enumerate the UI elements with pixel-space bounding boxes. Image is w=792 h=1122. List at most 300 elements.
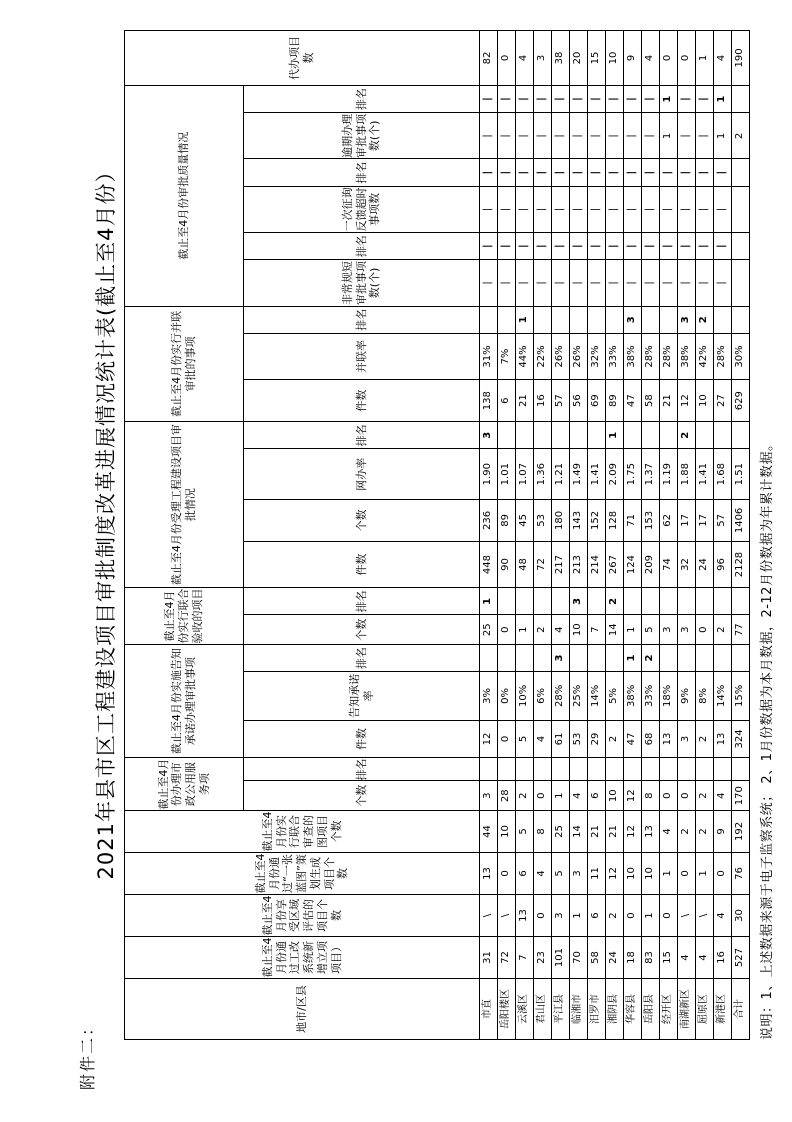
rank-cell — [516, 758, 534, 781]
value-cell: 0 — [624, 894, 642, 936]
rank-cell — [606, 306, 624, 333]
table-row — [642, 31, 660, 1040]
value-cell: | — [696, 113, 714, 159]
rank-cell — [570, 306, 588, 333]
value-cell: | — [552, 260, 570, 306]
region-cell: 岳阳楼区 — [498, 979, 516, 1040]
value-cell: 13 — [516, 894, 534, 936]
header-joint-review: 截止至4月份实行联合审查的图项目个数 — [125, 810, 480, 852]
value-cell: 70 — [570, 937, 588, 979]
value-cell: 5 — [642, 615, 660, 644]
rank-cell — [498, 644, 516, 671]
value-cell: 53 — [570, 720, 588, 758]
value-cell: 8% — [696, 672, 714, 720]
rank-cell — [732, 306, 750, 333]
table-row — [516, 31, 534, 1040]
value-cell: 77 — [732, 615, 750, 644]
table-row — [588, 31, 606, 1040]
value-cell: 38% — [678, 333, 696, 379]
rank-cell: 3 — [678, 306, 696, 333]
header-pieces: 件数 — [244, 720, 480, 758]
value-cell: 12 — [624, 781, 642, 810]
region-cell: 经开区 — [660, 979, 678, 1040]
rank-cell — [534, 422, 552, 449]
value-cell: | — [606, 186, 624, 232]
table-body — [480, 31, 750, 1040]
value-cell: 2 — [678, 810, 696, 852]
value-cell: 44 — [480, 810, 498, 852]
value-cell: 3% — [480, 672, 498, 720]
value-cell: 12 — [606, 852, 624, 894]
table-row — [534, 31, 552, 1040]
value-cell: 48 — [516, 541, 534, 587]
rank-cell: | — [696, 159, 714, 186]
rank-cell — [534, 644, 552, 671]
value-cell: 90 — [498, 541, 516, 587]
rank-cell: | — [624, 159, 642, 186]
table-row — [660, 31, 678, 1040]
rank-cell: | — [624, 85, 642, 112]
value-cell: 10 — [624, 852, 642, 894]
value-cell: 170 — [732, 781, 750, 810]
value-cell: 58 — [642, 380, 660, 422]
value-cell: 32 — [678, 541, 696, 587]
rank-cell — [552, 422, 570, 449]
rank-cell: | — [552, 85, 570, 112]
value-cell: 83 — [642, 937, 660, 979]
value-cell: | — [696, 186, 714, 232]
value-cell: 1 — [714, 113, 732, 159]
rank-cell — [642, 758, 660, 781]
value-cell: 9 — [714, 810, 732, 852]
region-cell: 平江县 — [552, 979, 570, 1040]
value-cell: 71 — [624, 499, 642, 541]
value-cell: 3 — [678, 615, 696, 644]
value-cell: 1.68 — [714, 449, 732, 499]
value-cell: 3 — [570, 852, 588, 894]
value-cell: 2 — [696, 810, 714, 852]
value-cell: 25 — [480, 615, 498, 644]
value-cell: 448 — [480, 541, 498, 587]
value-cell: 1.01 — [498, 449, 516, 499]
header-count: 个数 — [244, 615, 480, 644]
value-cell: 236 — [480, 499, 498, 541]
rank-cell: | — [516, 159, 534, 186]
header-rank: 排名 — [244, 159, 480, 186]
value-cell: 30% — [732, 333, 750, 379]
region-cell: 君山区 — [534, 979, 552, 1040]
rank-cell — [732, 159, 750, 186]
rank-cell: | — [480, 233, 498, 260]
value-cell: 68 — [642, 720, 660, 758]
value-cell: 2.09 — [606, 449, 624, 499]
rank-cell: 2 — [678, 422, 696, 449]
value-cell: 74 — [660, 541, 678, 587]
value-cell: | — [714, 260, 732, 306]
rank-cell: | — [534, 159, 552, 186]
value-cell: 4 — [678, 937, 696, 979]
value-cell: 38 — [552, 31, 570, 86]
value-cell: 101 — [552, 937, 570, 979]
value-cell: | — [534, 186, 552, 232]
rank-cell: | — [498, 233, 516, 260]
value-cell: 16 — [714, 937, 732, 979]
table-row — [714, 31, 732, 1040]
value-cell: 24 — [606, 937, 624, 979]
rank-cell: | — [660, 233, 678, 260]
value-cell: 4 — [552, 615, 570, 644]
value-cell: 14 — [606, 615, 624, 644]
value-cell: \ — [498, 894, 516, 936]
value-cell: 38% — [624, 672, 642, 720]
value-cell: 26% — [570, 333, 588, 379]
rank-cell — [516, 588, 534, 615]
rank-cell — [570, 422, 588, 449]
value-cell: 3 — [660, 615, 678, 644]
value-cell: 214 — [588, 541, 606, 587]
rank-cell: | — [624, 233, 642, 260]
value-cell: 57 — [714, 499, 732, 541]
rank-cell — [552, 758, 570, 781]
region-cell: 岳阳县 — [642, 979, 660, 1040]
rank-cell — [552, 588, 570, 615]
rank-cell — [480, 644, 498, 671]
value-cell: 2 — [606, 720, 624, 758]
region-cell: 合计 — [732, 979, 750, 1040]
value-cell: | — [534, 113, 552, 159]
rank-cell: 3 — [480, 422, 498, 449]
header-agent-projects: 代办项目数 — [125, 31, 480, 86]
rank-cell — [588, 422, 606, 449]
rank-cell — [570, 758, 588, 781]
value-cell: 3 — [480, 781, 498, 810]
value-cell: 6 — [498, 380, 516, 422]
value-cell: | — [588, 113, 606, 159]
region-cell: 湘阴县 — [606, 979, 624, 1040]
value-cell: 12 — [480, 720, 498, 758]
value-cell: 10 — [498, 810, 516, 852]
value-cell: 3 — [678, 720, 696, 758]
value-cell: 13 — [480, 852, 498, 894]
value-cell: 42% — [696, 333, 714, 379]
table-row — [570, 31, 588, 1040]
value-cell: 9 — [624, 31, 642, 86]
value-cell: 2 — [696, 720, 714, 758]
rank-cell — [714, 644, 732, 671]
value-cell: 1.07 — [516, 449, 534, 499]
rank-cell: | — [606, 159, 624, 186]
value-cell: 2 — [516, 781, 534, 810]
rank-cell: | — [480, 85, 498, 112]
value-cell: 62 — [660, 499, 678, 541]
value-cell: 7 — [588, 615, 606, 644]
value-cell: 3 — [534, 31, 552, 86]
value-cell: 10 — [606, 31, 624, 86]
value-cell: 15% — [732, 672, 750, 720]
value-cell: 26% — [552, 333, 570, 379]
rank-cell — [588, 758, 606, 781]
value-cell: 7% — [498, 333, 516, 379]
header-rank: 排名 — [244, 422, 480, 449]
header-pieces: 件数 — [244, 541, 480, 587]
rank-cell — [714, 306, 732, 333]
rank-cell — [624, 588, 642, 615]
value-cell: 89 — [498, 499, 516, 541]
rank-cell — [732, 233, 750, 260]
value-cell: 72 — [498, 937, 516, 979]
rank-cell — [732, 588, 750, 615]
value-cell: 267 — [606, 541, 624, 587]
header-notice-rate: 告知承诺率 — [244, 672, 480, 720]
rank-cell — [678, 644, 696, 671]
rank-cell: | — [660, 159, 678, 186]
value-cell: 0 — [534, 781, 552, 810]
region-cell: 南湖新区 — [678, 979, 696, 1040]
value-cell: 17 — [696, 499, 714, 541]
value-cell: 82 — [480, 31, 498, 86]
value-cell: 13 — [714, 720, 732, 758]
value-cell: 0 — [714, 852, 732, 894]
value-cell: 31% — [480, 333, 498, 379]
rank-cell: | — [534, 85, 552, 112]
region-cell: 临湘市 — [570, 979, 588, 1040]
table-row — [552, 31, 570, 1040]
value-cell: 209 — [642, 541, 660, 587]
value-cell: 5 — [516, 810, 534, 852]
value-cell: 21 — [516, 380, 534, 422]
value-cell: | — [498, 186, 516, 232]
value-cell: 0 — [498, 852, 516, 894]
rank-cell — [588, 588, 606, 615]
value-cell: \ — [480, 894, 498, 936]
value-cell: 153 — [642, 499, 660, 541]
value-cell: 53 — [534, 499, 552, 541]
header-joint-acceptance: 截止至4月份实行联合验收的项目 — [125, 588, 244, 645]
value-cell: 1.19 — [660, 449, 678, 499]
header-irregular-short-approval: 非常规短审批事项数(个) — [244, 260, 480, 306]
header-approval-acceptance: 截止至4月份受理工程建设项目审批情况 — [125, 422, 244, 588]
value-cell: | — [642, 260, 660, 306]
value-cell: 14% — [714, 672, 732, 720]
value-cell: 527 — [732, 937, 750, 979]
value-cell: | — [516, 186, 534, 232]
rank-cell — [588, 306, 606, 333]
rank-cell: | — [606, 233, 624, 260]
rank-cell — [624, 422, 642, 449]
rank-cell: | — [570, 233, 588, 260]
value-cell: 192 — [732, 810, 750, 852]
value-cell: 8 — [642, 781, 660, 810]
value-cell: 17 — [678, 499, 696, 541]
value-cell: 213 — [570, 541, 588, 587]
value-cell: 20 — [570, 31, 588, 86]
value-cell: 28% — [642, 333, 660, 379]
value-cell: 2 — [696, 781, 714, 810]
value-cell: 4 — [642, 31, 660, 86]
value-cell: 76 — [732, 852, 750, 894]
value-cell: 0 — [660, 781, 678, 810]
rank-cell: | — [516, 233, 534, 260]
header-rank: 排名 — [244, 85, 480, 112]
value-cell: 13 — [642, 810, 660, 852]
rank-cell — [714, 588, 732, 615]
value-cell: 629 — [732, 380, 750, 422]
value-cell: 96 — [714, 541, 732, 587]
rank-cell — [498, 758, 516, 781]
value-cell: | — [624, 186, 642, 232]
value-cell: 28% — [714, 333, 732, 379]
value-cell: 38% — [624, 333, 642, 379]
value-cell: 10 — [696, 380, 714, 422]
rank-cell: | — [570, 85, 588, 112]
value-cell: | — [480, 260, 498, 306]
rank-cell: | — [642, 233, 660, 260]
value-cell: 10 — [570, 615, 588, 644]
value-cell: \ — [678, 894, 696, 936]
rank-cell: | — [498, 85, 516, 112]
value-cell: | — [552, 186, 570, 232]
value-cell: 4 — [714, 31, 732, 86]
value-cell — [732, 260, 750, 306]
value-cell: 47 — [624, 380, 642, 422]
rank-cell: | — [696, 233, 714, 260]
table-row — [678, 31, 696, 1040]
value-cell: 7 — [516, 937, 534, 979]
rank-cell — [534, 588, 552, 615]
rank-cell: 1 — [480, 588, 498, 615]
value-cell: 18 — [624, 937, 642, 979]
value-cell: 89 — [606, 380, 624, 422]
rank-cell — [660, 588, 678, 615]
rank-cell: 2 — [642, 644, 660, 671]
rank-cell: 1 — [516, 306, 534, 333]
value-cell: | — [588, 186, 606, 232]
value-cell: | — [678, 113, 696, 159]
region-cell: 屈原区 — [696, 979, 714, 1040]
value-cell: 1.41 — [588, 449, 606, 499]
value-cell: 6 — [588, 781, 606, 810]
value-cell: 0 — [498, 31, 516, 86]
region-cell: 汨罗市 — [588, 979, 606, 1040]
header-rank: 排名 — [244, 644, 480, 671]
header-consultation-timeout: 一次征询反馈超时事项数 — [244, 186, 480, 232]
value-cell: 58 — [588, 937, 606, 979]
header-new-projects: 截止至4月份通过工改系统新增立项项目） — [125, 937, 480, 979]
value-cell: | — [570, 260, 588, 306]
value-cell: 0 — [498, 720, 516, 758]
value-cell: 22% — [534, 333, 552, 379]
value-cell: | — [480, 186, 498, 232]
value-cell: 25 — [552, 810, 570, 852]
header-region: 地市/区县 — [125, 979, 480, 1040]
value-cell: | — [552, 113, 570, 159]
value-cell — [732, 186, 750, 232]
table-row — [498, 31, 516, 1040]
rank-cell: | — [588, 159, 606, 186]
header-one-blueprint: 截止至4月份通过“一张蓝图”策划生成项目个数 — [125, 852, 480, 894]
rank-cell — [480, 306, 498, 333]
rank-cell — [660, 644, 678, 671]
rank-cell: | — [552, 159, 570, 186]
value-cell: 33% — [606, 333, 624, 379]
table-row — [606, 31, 624, 1040]
value-cell: 1.90 — [480, 449, 498, 499]
value-cell: 324 — [732, 720, 750, 758]
value-cell: 0 — [678, 31, 696, 86]
value-cell: 152 — [588, 499, 606, 541]
table-row — [696, 31, 714, 1040]
rank-cell: 1 — [624, 644, 642, 671]
rank-cell — [624, 758, 642, 781]
value-cell: 138 — [480, 380, 498, 422]
header-rank: 排名 — [244, 306, 480, 333]
rank-cell — [606, 644, 624, 671]
rank-cell: | — [642, 159, 660, 186]
rank-cell: | — [588, 85, 606, 112]
rank-cell: 3 — [624, 306, 642, 333]
rank-cell — [498, 422, 516, 449]
header-online-rate: 网办率 — [244, 449, 480, 499]
value-cell: 4 — [534, 852, 552, 894]
table-row — [732, 31, 750, 1040]
value-cell: 0 — [660, 31, 678, 86]
rank-cell — [732, 758, 750, 781]
table-row — [480, 31, 498, 1040]
value-cell: | — [534, 260, 552, 306]
rank-cell — [732, 85, 750, 112]
value-cell: 28% — [660, 333, 678, 379]
rank-cell: | — [480, 159, 498, 186]
value-cell: 2 — [534, 615, 552, 644]
rank-cell: 1 — [660, 85, 678, 112]
value-cell: 1.21 — [552, 449, 570, 499]
value-cell: 29 — [588, 720, 606, 758]
value-cell: 1 — [570, 894, 588, 936]
region-cell: 云溪区 — [516, 979, 534, 1040]
value-cell: | — [642, 113, 660, 159]
value-cell: 0 — [660, 894, 678, 936]
rank-cell: 2 — [696, 306, 714, 333]
rank-cell: 3 — [552, 644, 570, 671]
value-cell: | — [714, 186, 732, 232]
rank-cell — [516, 644, 534, 671]
rank-cell: | — [696, 85, 714, 112]
value-cell: 33% — [642, 672, 660, 720]
value-cell: 14 — [570, 810, 588, 852]
rank-cell: 1 — [714, 85, 732, 112]
value-cell: 3 — [552, 894, 570, 936]
value-cell: 6 — [588, 894, 606, 936]
value-cell: 28 — [498, 781, 516, 810]
value-cell: 0 — [678, 852, 696, 894]
rank-cell — [696, 758, 714, 781]
value-cell: 4 — [714, 894, 732, 936]
value-cell: 1 — [696, 31, 714, 86]
value-cell: 31 — [480, 937, 498, 979]
value-cell: 128 — [606, 499, 624, 541]
value-cell: 0% — [498, 672, 516, 720]
rank-cell: | — [678, 233, 696, 260]
value-cell: 24 — [696, 541, 714, 587]
rank-cell — [588, 644, 606, 671]
value-cell: 1.36 — [534, 449, 552, 499]
rank-cell: 2 — [606, 588, 624, 615]
value-cell: 6 — [516, 852, 534, 894]
header-regional-assessment: 截止至4月份享受区域评估的项目个数 — [125, 894, 480, 936]
rotated-document — [92, 0, 775, 1040]
rank-cell — [516, 422, 534, 449]
value-cell: | — [516, 260, 534, 306]
